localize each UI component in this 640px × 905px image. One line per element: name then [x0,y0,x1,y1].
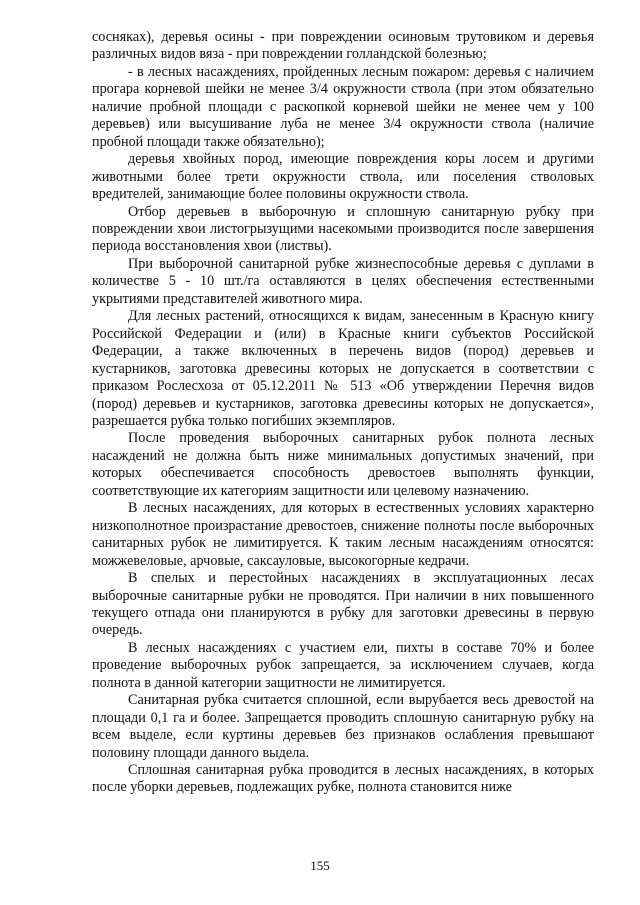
paragraph-2: - в лесных насаждениях, пройденных лесным пожаром: деревья с наличием прогара корневой шейки не менее 3/4 окружности ствола (при этом обязательно наличие пробной площади с раскопкой корневой шейки не менее чем у 100 деревьев) или высушивание луба не менее 3/4 окружности ствола (наличие пробной площади также обязательно); [92,63,594,150]
paragraph-8: В лесных насаждениях, для которых в естественных условиях характерно низкополнотное произрастание древостоев, снижение полноты после выборочных санитарных рубок не лимитируется. К таким лесным насаждениям относятся: можжевеловые, арчовые, саксауловые, высокогорные кедрачи. [92,500,594,569]
document-body [92,29,594,797]
paragraph-11: Санитарная рубка считается сплошной, если вырубается весь древостой на площади 0,1 га и более. Запрещается проводить сплошную санитарную рубку на всем выделе, если куртины деревьев без признаков ослабления превышают половину площади данного выдела. [92,692,594,761]
page-number: 155 [310,858,330,873]
paragraph-1: сосняках), деревья осины - при повреждении осиновым трутовиком и деревья различных видов вяза - при повреждении голландской болезнью; [92,29,594,63]
paragraph-9: В спелых и перестойных насаждениях в эксплуатационных лесах выборочные санитарные рубки не проводятся. При наличии в них повышенного текущего отпада они планируются в рубку для заготовки древесины в первую очередь. [92,570,594,639]
paragraph-4: Отбор деревьев в выборочную и сплошную санитарную рубку при повреждении хвои листогрызущими насекомыми производится после завершения периода восстановления хвои (листвы). [92,203,594,255]
paragraph-10: В лесных насаждениях с участием ели, пихты в составе 70% и более проведение выборочных рубок запрещается, за исключением случаев, когда полнота в данной категории защитности не лимитируется. [92,639,594,691]
paragraph-12: Сплошная санитарная рубка проводится в лесных насаждениях, в которых после уборки деревьев, подлежащих рубке, полнота становится ниже [92,762,594,796]
paragraph-7: После проведения выборочных санитарных рубок полнота лесных насаждений не должна быть ниже минимальных допустимых значений, при которых обеспечивается способность древостоев выполнять функции, соответствующие их категориям защитности или целевому назначению. [92,430,594,499]
paragraph-3: деревья хвойных пород, имеющие повреждения коры лосем и другими животными более трети окружности ствола, или поселения стволовых вредителей, занимающие более половины окружности ствола. [92,151,594,203]
paragraph-6: Для лесных растений, относящихся к видам, занесенным в Красную книгу Российской Федерации и (или) в Красные книги субъектов Российской Федерации, а также включенных в перечень видов (пород) деревьев и кустарников, заготовка древесины которых не допускается в соответствии с приказом Рослесхоза от 05.12.2011 № 513 «Об утверждении Перечня видов (пород) деревьев и кустарников, заготовка древесины которых не допускается», разрешается рубка только погибших экземпляров. [92,308,594,429]
paragraph-5: При выборочной санитарной рубке жизнеспособные деревья с дуплами в количестве 5 - 10 шт./га оставляются в целях обеспечения естественными укрытиями представителей животного мира. [92,255,594,307]
